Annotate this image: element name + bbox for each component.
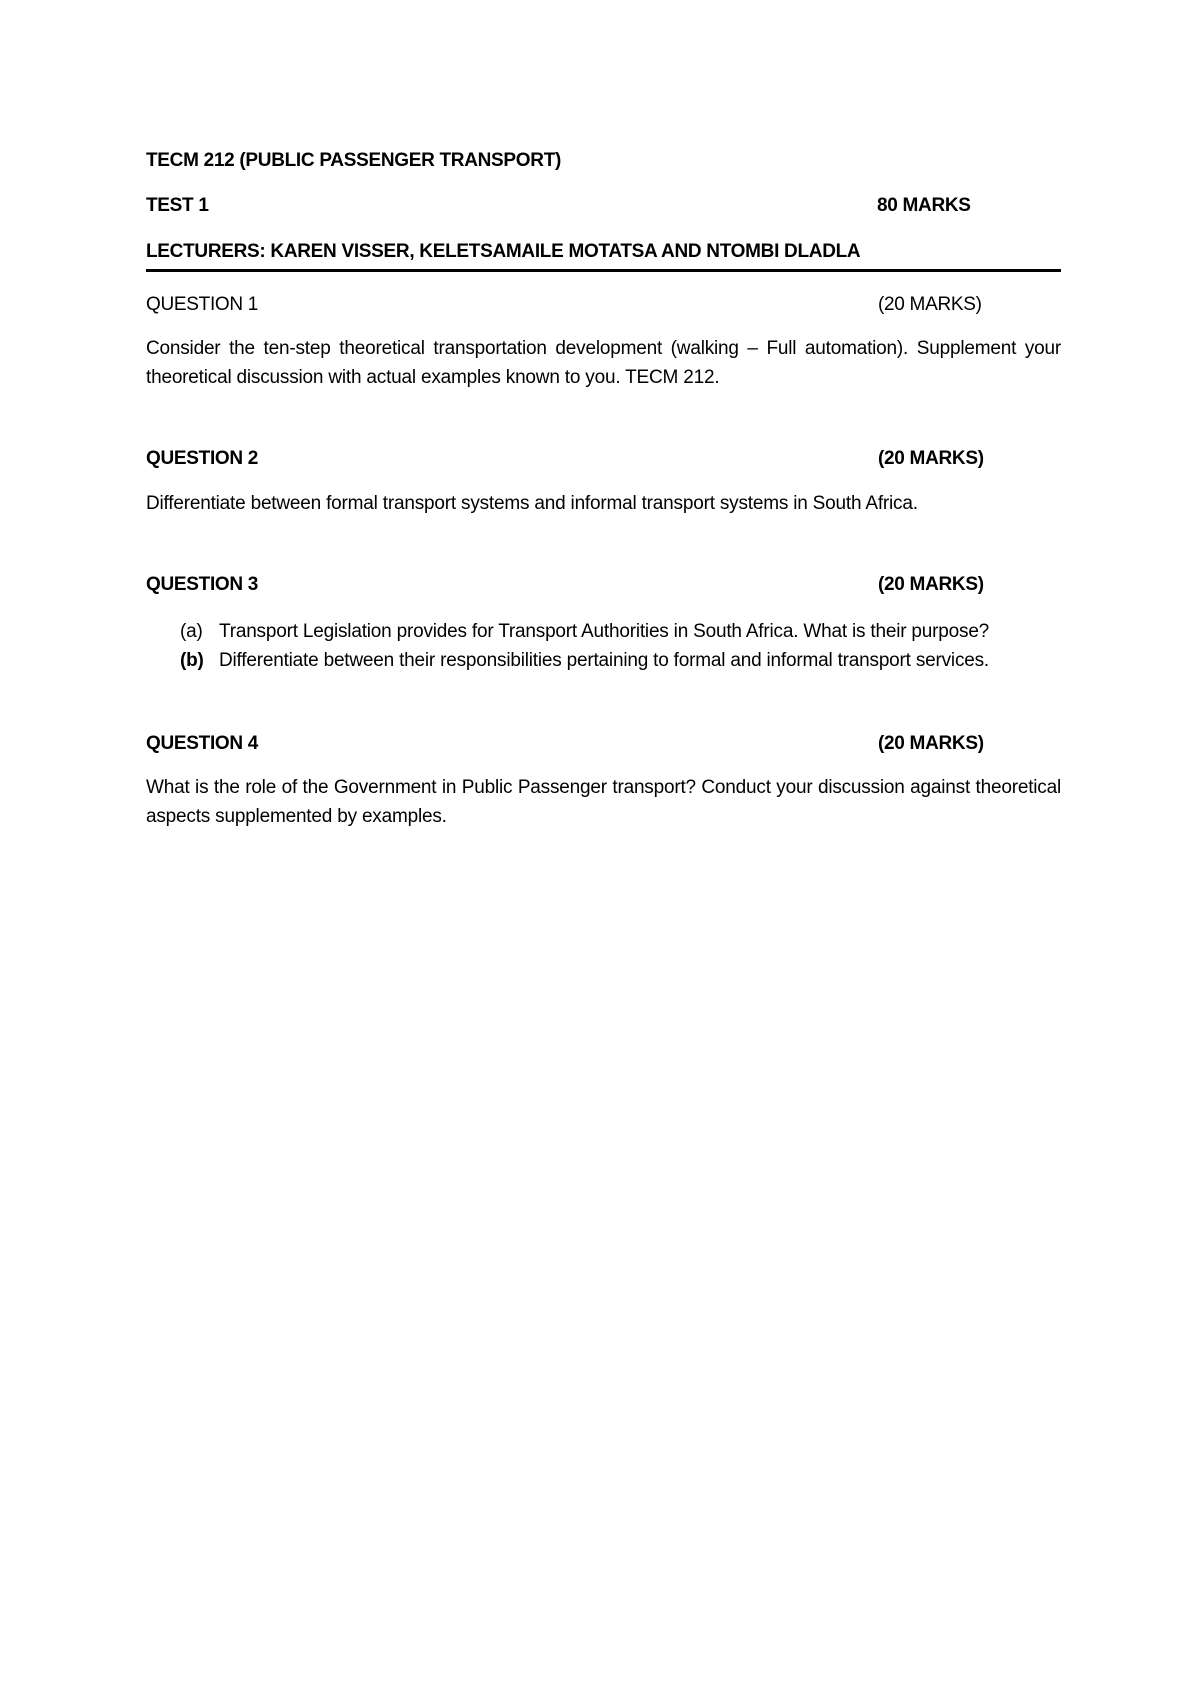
question-2-body: Differentiate between formal transport systems and informal transport systems in South Africa. <box>146 493 918 514</box>
question-3-marks: (20 MARKS) <box>878 574 984 595</box>
question-3-header <box>146 572 1061 598</box>
test-label: TEST 1 <box>146 195 209 216</box>
question-1-marks: (20 MARKS) <box>878 294 982 315</box>
question-2-header <box>146 446 1061 472</box>
header-divider <box>146 269 1061 272</box>
question-4-title: QUESTION 4 <box>146 733 259 754</box>
list-marker-a: (a) <box>180 621 203 642</box>
list-marker-b: (b) <box>180 650 204 671</box>
question-1-body: Consider the ten-step theoretical transportation development (walking – Full automation). Supplement your theoretical discussion with actual examples known to you. TECM 212. <box>146 338 1061 388</box>
question-4-header <box>146 731 1061 757</box>
question-3-list <box>146 617 1061 675</box>
list-item-text-a: Transport Legislation provides for Transport Authorities in South Africa. What is their purpose? <box>219 621 990 642</box>
question-2-title: QUESTION 2 <box>146 448 259 469</box>
test-header-row <box>146 193 1061 219</box>
question-1-header <box>146 292 1061 318</box>
total-marks: 80 MARKS <box>877 195 971 216</box>
question-1-title: QUESTION 1 <box>146 294 259 315</box>
list-item <box>146 617 1061 646</box>
lecturers-line: LECTURERS: KAREN VISSER, KELETSAMAILE MOTATSA AND NTOMBI DLADLA <box>146 241 861 262</box>
course-title: TECM 212 (PUBLIC PASSENGER TRANSPORT) <box>146 150 562 171</box>
question-4-marks: (20 MARKS) <box>878 733 984 754</box>
question-2-marks: (20 MARKS) <box>878 448 984 469</box>
document-content <box>146 148 1061 831</box>
list-item <box>146 646 1061 675</box>
question-3-title: QUESTION 3 <box>146 574 259 595</box>
question-4-body: What is the role of the Government in Public Passenger transport? Conduct your discussion against theoretical aspects supplemented by examples. <box>146 777 1061 827</box>
list-item-text-b: Differentiate between their responsibilities pertaining to formal and informal transport services. <box>219 650 989 671</box>
